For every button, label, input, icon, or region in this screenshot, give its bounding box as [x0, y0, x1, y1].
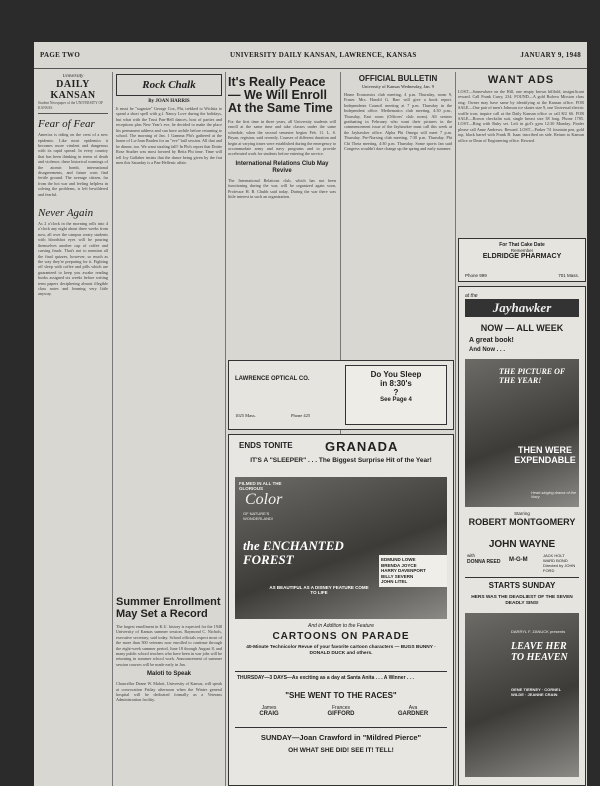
color-logo: Color: [245, 491, 283, 508]
cast-box: [379, 555, 447, 587]
cast-first: James: [261, 705, 277, 711]
optical-address: 1025 Mass.: [235, 413, 256, 418]
with-label: with: [467, 553, 476, 558]
masthead-small: University: [62, 74, 84, 79]
support-name: WARD BOND: [543, 558, 568, 563]
film-title: the ENCHANTED FOREST: [243, 538, 344, 567]
starring-label: Starring: [514, 511, 530, 516]
editorial-title: Never Again: [38, 207, 94, 220]
starts-sunday: STARTS SUNDAY: [488, 581, 556, 590]
article-body: The International Relations club, which has not been functioning during the war, will be organized again soon, Professor H. B. Chubb said today. During the war there was little interest in such an organization.: [228, 177, 336, 200]
film-title: LEAVE HER TO HEAVEN: [511, 641, 568, 663]
sleeper-line: IT'S A "SLEEPER" . . . The Biggest Surprise Hit of the Year!: [250, 457, 432, 464]
paper-title: UNIVERSITY DAILY KANSAN, LAWRENCE, KANSAS: [230, 51, 417, 59]
summer-article: [116, 594, 222, 784]
article-headline: It's Really Peace— We Will Enroll At the Same Time: [228, 75, 333, 115]
column-rule: [455, 72, 456, 786]
and-now: And Now . . .: [469, 347, 505, 353]
ends-tonite: ENDS TONITE: [239, 441, 293, 450]
masthead: [38, 74, 108, 114]
film-stars: GENE TIERNEY · CORNEL WILDE · JEANNE CRAIN: [511, 687, 562, 697]
tagline: HERS WAS THE DEADLIEST OF THE SEVEN DEADLY SINS!: [471, 595, 573, 606]
film-blurb: Heart-singing drama of the Navy: [531, 491, 576, 499]
cast-credit: [383, 705, 443, 717]
jayhawker-logo: Jayhawker: [465, 299, 579, 317]
beautiful-line: AS BEAUTIFUL AS A DISNEY FEATURE COME TO LIFE: [269, 585, 369, 595]
official-bulletin: [344, 74, 452, 324]
optical-line4: See Page 4: [380, 397, 412, 403]
optical-line2: in 8:30's: [380, 379, 412, 388]
sunday-tagline: OH WHAT SHE DID! SEE IT! TELL!: [288, 747, 394, 754]
thursday-line: THURSDAY—3 DAYS—As exciting as a day at Santa Anita . . . A Winner . . .: [237, 675, 414, 681]
pharmacy-line1: For That Cake Date: [499, 242, 545, 248]
filmed-in: FILMED IN ALL THE GLORIOUS: [239, 481, 282, 491]
granada-ad: [228, 434, 454, 786]
bulletin-title: OFFICIAL BULLETIN: [358, 74, 438, 83]
cast-member: HARRY DAVENPORT: [381, 568, 426, 573]
column-rule: [112, 72, 113, 786]
masthead-title: DAILY KANSAN: [50, 79, 96, 101]
article-headline: Summer Enrollment May Set a Record: [116, 596, 221, 620]
issue-date: JANUARY 9, 1948: [520, 51, 581, 59]
cast-member: BRENDA JOYCE: [381, 562, 417, 568]
article-subhead: Maloti to Speak: [146, 671, 191, 678]
cartoons-title: CARTOONS ON PARADE: [272, 631, 410, 642]
cast-credit: [239, 705, 299, 717]
cast-last: CRAIG: [259, 711, 279, 717]
want-ads: [458, 74, 584, 234]
wonderland-line: OF NATURE'S WONDERLAND!: [243, 511, 274, 521]
editorial-column: [38, 74, 108, 784]
page-number: PAGE TWO: [40, 51, 81, 59]
races-title: "SHE WENT TO THE RACES": [285, 691, 397, 700]
column-title: Rock Chalk: [116, 74, 222, 96]
star-name: ROBERT MONTGOMERY: [468, 517, 576, 527]
presents-line: DARRYL F. ZANUCK presents: [511, 629, 566, 634]
rock-chalk-column: [116, 74, 222, 424]
cast-first: Frances: [331, 705, 351, 711]
pharmacy-address: 701 Mass.: [558, 273, 579, 278]
editorial-title: Fear of Fear: [38, 118, 95, 131]
cast-credit: [311, 705, 371, 717]
cast-member: JOHN LITEL: [381, 579, 408, 584]
optical-phone: Phone 425: [291, 413, 311, 418]
studio-logo: M-G-M: [509, 557, 528, 563]
cast-last: GIFFORD: [327, 711, 355, 717]
column-body: It must be "sugarize" George Cox, Phi, trekked to Wichita to spend a short spell with g.f. Nancy Love during the holidays, but what with the Trust Pan-Hell dances, host of parties and receptions plus New Year's eve, he decided to make the place his permanent address and can have awhile before returning to school. The morning of Jan. 1 Gamma Phi's gathered at the home of Lu-Joan Braden for an "eve" ball session. All that and be dinner, too. We want sizzling fall? In Phi's report that Dottie Rose Studier was most favored by Betta Phi time. Time will tell Joy Gallaher insists that the dance being given by the frat men this Saturday is a Pan-Hellenic affair.: [116, 106, 222, 166]
cast-first: Ava: [408, 705, 418, 711]
want-ads-title: WANT ADS: [487, 74, 555, 86]
editorial-body: As 2 o'clock in the morning rolls into 4 o'clock any night about three weeks from now, all over the campus weary students with bloodshot eyes will be pouring themselves another cup of coffee and cursing finals. That's not to mention all the final quizzes, however, so much as the way they're preparing for it. Fighting off sleep with coffee and pills which are guaranteed to keep you awake reading books assigned six weeks before writing term papers deciphering almost illegible class notes and learning very little anyway.: [38, 221, 108, 297]
sunday-line: SUNDAY—Joan Crawford in "Mildred Pierce": [260, 733, 422, 742]
page-header: [34, 42, 587, 69]
cartoons-description: 40-Minute Technicolor Revue of your favorite cartoon characters — BUGS BUNNY · DONALD DUCK and others.: [246, 645, 436, 656]
optical-callout: [345, 365, 447, 425]
optical-ad: [228, 360, 454, 430]
bulletin-body: Home Economics club meeting, 4 p.m. Thursday, room 9, Fraser. Mrs. Harold G. Barr will give a book report. Independents Council meeting at 7 p.m. Thursday in the Independent office. Methematics club meeting, 4:30 p.m., Thursday, East room (Officers' club room). All seniors graduating in February who want their pictures in the commencement issue of the Jayhawker must call this week at the Jayhawker office. Alpha Phi Omega will meet 7 p.m. Thursday. Pre-Nursing club meeting, 7:30 p.m. Thursday. Phi Chi Theta meeting, 4:30 p.m. Thursday. Some sports fan said Congress wouldn't dare change up the spring and early summer.: [344, 92, 452, 152]
pharmacy-ad: [458, 238, 586, 282]
masthead-tagline: Student Newspaper of the UNIVERSITY OF KANSAS: [38, 101, 104, 110]
pharmacy-phone: Phone 999: [465, 273, 487, 278]
optical-line3: ?: [393, 388, 399, 397]
at-the: at the: [465, 293, 478, 299]
cast-last: GARDNER: [397, 711, 429, 717]
optical-firm: LAWRENCE OPTICAL CO.: [235, 376, 310, 382]
column-byline: By JOAN HARRIS: [148, 99, 190, 104]
article-subhead: International Relations Club May Revive: [235, 160, 329, 174]
article-body: For the first time in three years, all University students will enroll at the same time and take classes under the same schedule, when the second semester begins Feb. 11. L. S. Bryan, registrar, said recently. Courses of different duration and begin at varying times were established during the emergency to accommodate army and navy programs and to provide accelerated work for students before entering the service.: [228, 119, 336, 157]
column-rule: [225, 72, 226, 786]
picture-of-year: THE PICTURE OF THE YEAR!: [499, 367, 566, 385]
bulletin-date: University of Kansas Wednesday, Jan. 9: [361, 84, 435, 89]
director-credit: Directed by JOHN FORD: [543, 563, 576, 573]
newspaper-page: [34, 42, 587, 786]
support-block: [543, 553, 583, 573]
cast-member: BILLY SEVERN: [381, 573, 414, 579]
jayhawker-ad: [458, 286, 586, 786]
want-ads-body: LOST—Somewhere on the Hill, one empty brown billfold, insignificant reward. Call Frank Curry, 234. FOUND—A gold Bulova Mission class ring. Owner may have same by identifying at the Kansan office. FOR SALE—One pair of men's Johnson ice skates size 9, one Universal electric waffle iron; inquire call at the Daily Kansan office or call KU 66. FOR SALE—Brown checkslin suit, single breast size 38 long. Phone 1785. LOST—Ring with Ruby set. Left in girl's gym 12:30 Monday. Finder please call Anne Andrews. Reward. LOST—Parker '51 fountain pen, gold top, black barrel with Frank B. Isaac inscribed on side. Return to Kansan office or Dean of Engineering office. Reward.: [458, 89, 584, 143]
now-all-week: NOW — ALL WEEK: [480, 323, 564, 333]
support-name: JACK HOLT: [543, 553, 565, 558]
cast-member: EDMUND LOWE: [381, 557, 416, 562]
film-title: THEN WERE EXPENDABLE: [514, 445, 576, 465]
addition-line: And in Addition to the Feature: [308, 623, 374, 629]
great-book: A great book!: [469, 337, 514, 344]
enroll-article: [228, 74, 336, 314]
optical-line1: Do You Sleep: [370, 370, 422, 379]
article-body: Chancellor Deane W. Malott, University of Kansas, will speak at convocation Friday afternoon when the Winter general hospital will be dedicated formally as a Veterans Administration facility.: [116, 681, 222, 703]
editorial-body: America is riding on the crest of a new epidemic. Like most epidemics it becomes more virulent and dangerous with its rapid spread. In every country that has been thinking in terms of death and violence, these historical warnings of the atomic bomb, international disagreements, and future wars find fertile ground. The average citizen, far from the hot war and feeling helpless in solving the problems, is left bewildered and fearful.: [38, 132, 108, 197]
theater-name: GRANADA: [325, 439, 399, 454]
star-name: JOHN WAYNE: [488, 539, 556, 550]
support-name: DONNA REED: [467, 559, 501, 565]
pharmacy-line2: Remember: [510, 248, 534, 253]
article-body: The largest enrollment in K.U. history is expected for the 1948 University of Kansas summer session, Raymond C. Nichols, executive secretary, said today. School officials expect most of the more than 500 veterans now enrolled to continue through the eight-week summer period, June 18 through August 8, and many public school teachers who have been in war jobs will be returning in summer school work. Announcement of summer session courses will be made early in Jan.: [116, 624, 222, 667]
pharmacy-name: ELDRIDGE PHARMACY: [482, 253, 562, 260]
